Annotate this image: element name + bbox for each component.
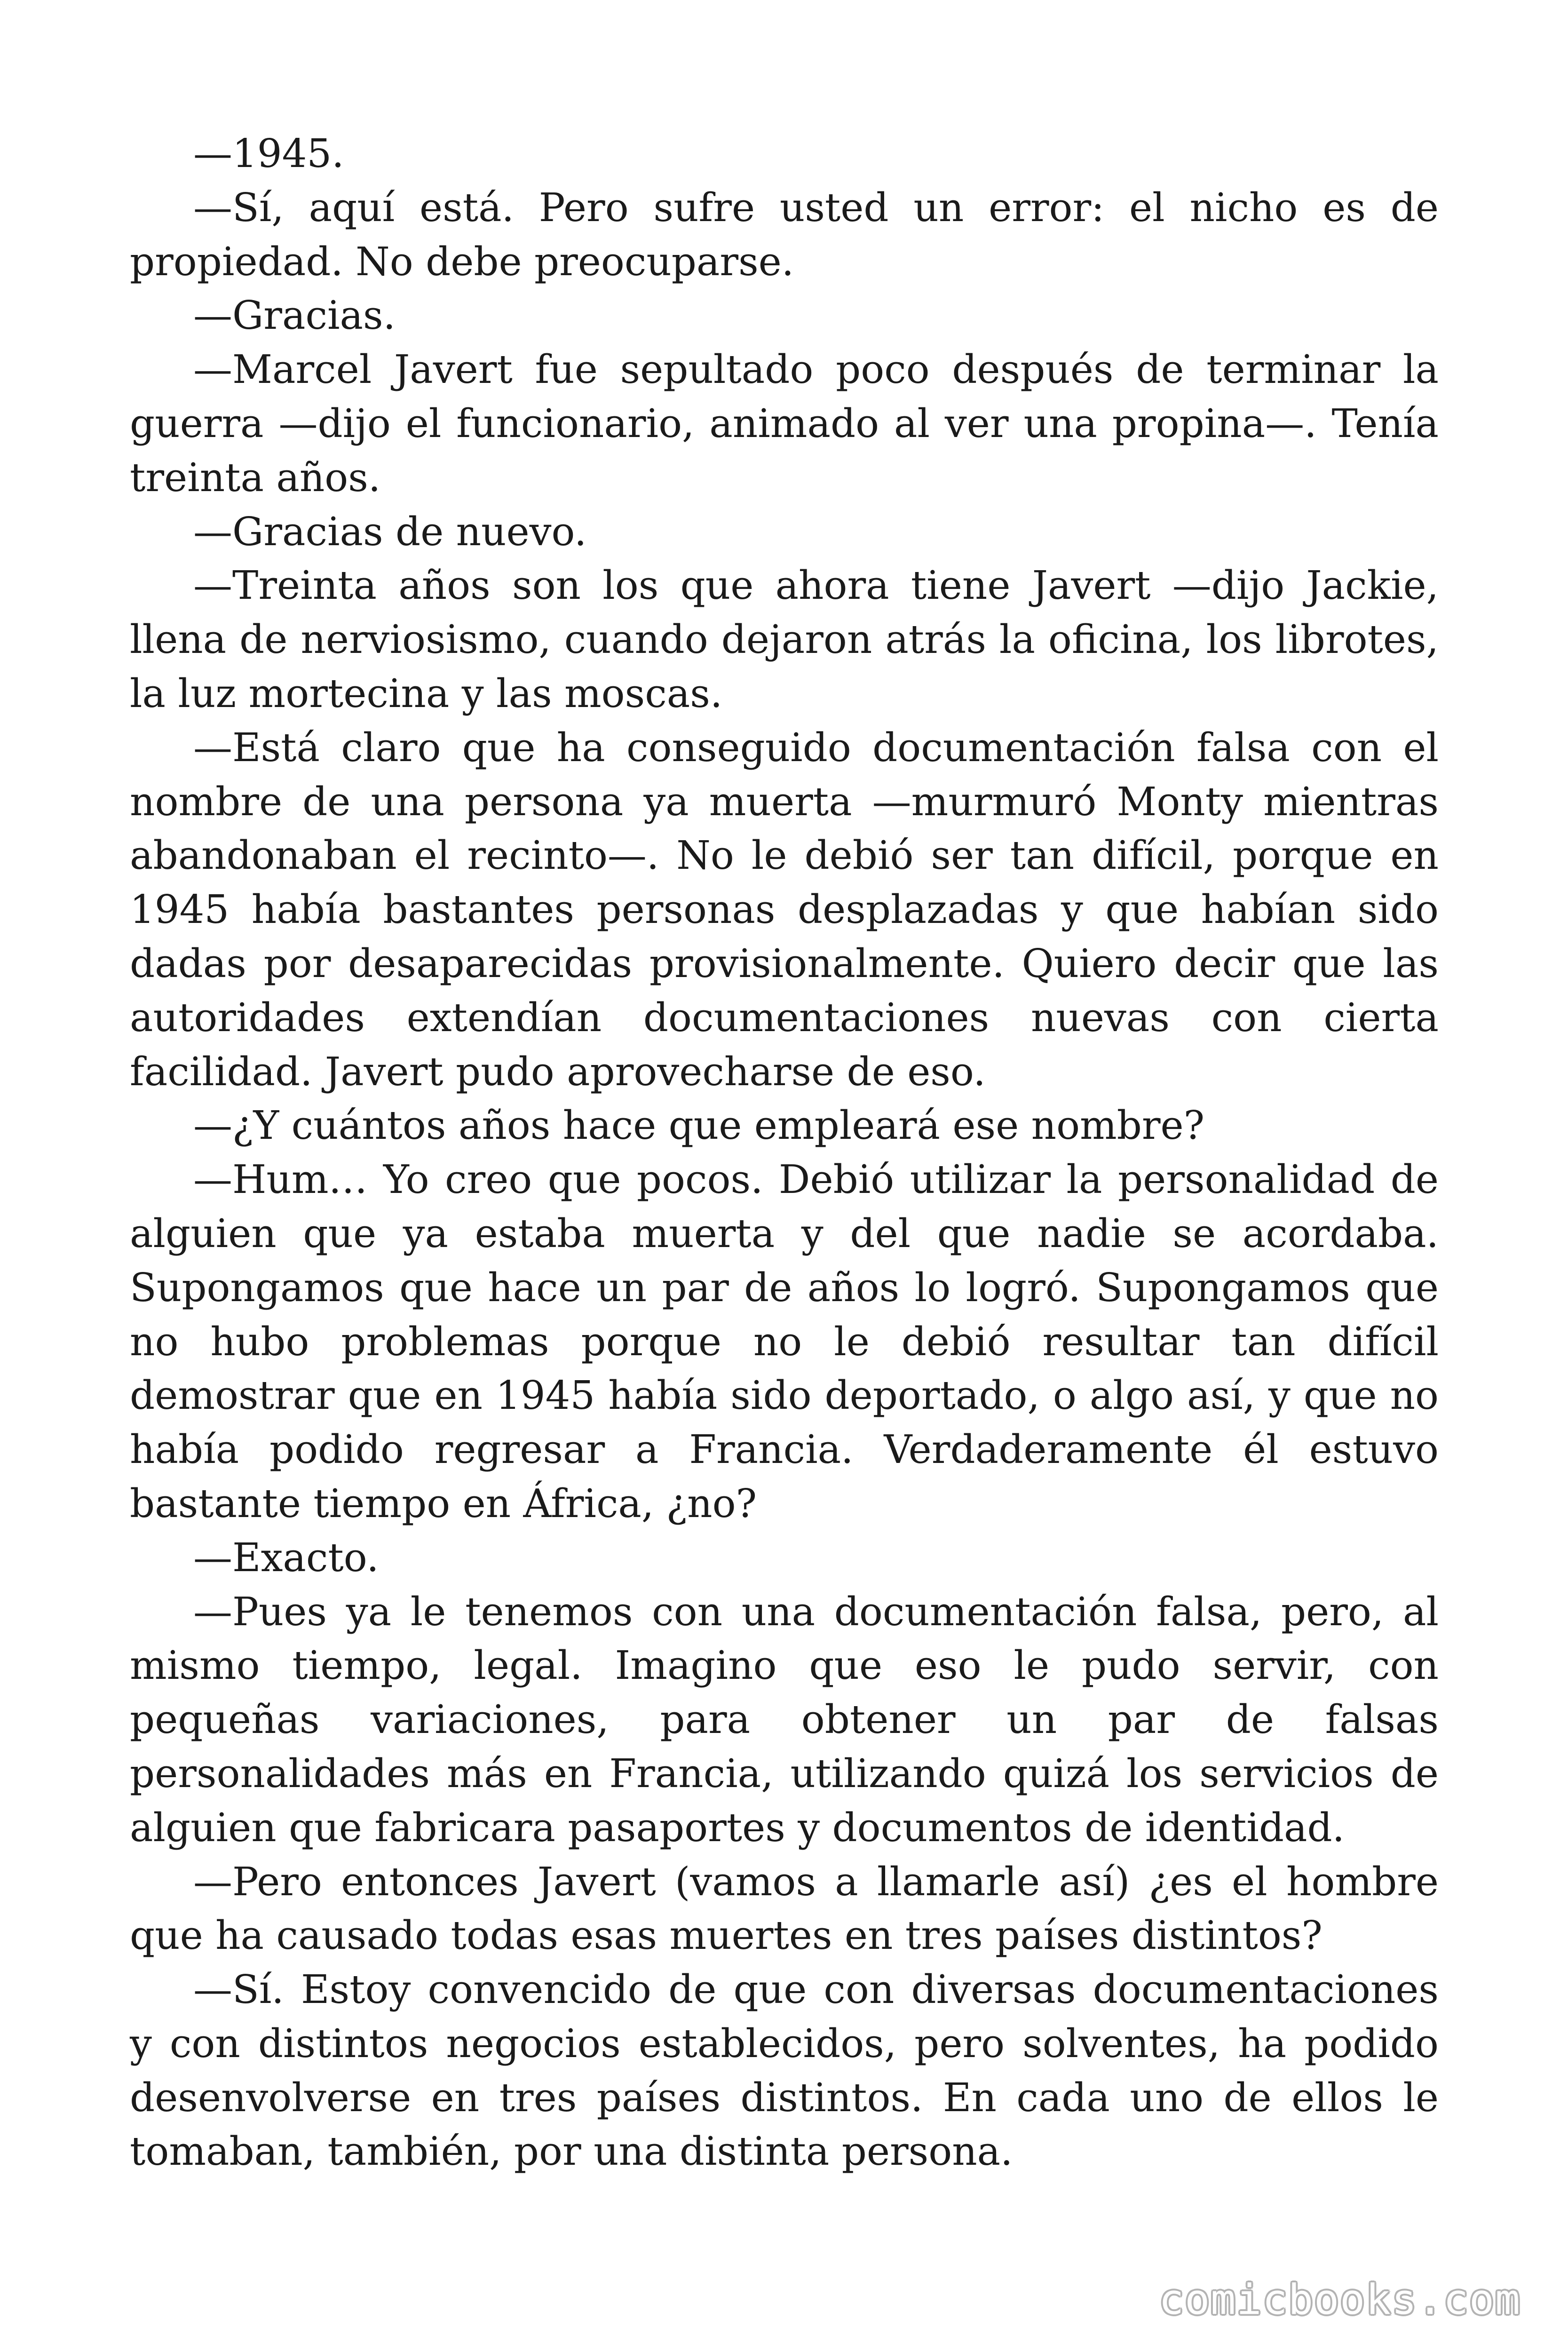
paragraph: —Treinta años son los que ahora tiene Javert —dijo Jackie, llena de nerviosismo, cuando dejaron atrás la oficina, los librotes, la luz mortecina y las moscas. (130, 563, 1439, 716)
paragraph: —Sí, aquí está. Pero sufre usted un error: el nicho es de propiedad. No debe preocuparse. (130, 184, 1439, 285)
paragraph: —1945. (193, 131, 344, 176)
paragraph: —Gracias. (193, 293, 396, 339)
paragraph: —Está claro que ha conseguido documentación falsa con el nombre de una persona ya muerta —murmuró Monty mientras abandonaban el recinto—. No le debió ser tan difícil, porque en 1945 había bastantes personas desplazadas y que habían sido dadas por desaparecidas provisionalmente. Quiero decir que las autoridades extendían documentaciones nuevas con cierta facilidad. Javert pudo aprovecharse de eso. (130, 724, 1439, 1095)
paragraph: —Pues ya le tenemos con una documentación falsa, pero, al mismo tiempo, legal. Imagino que eso le pudo servir, con pequeñas variaciones, para obtener un par de falsas personalidades más en Francia, utilizando quizá los servicios de alguien que fabricara pasaportes y documentos de identidad. (130, 1589, 1439, 1851)
paragraph: —Sí. Estoy convencido de que con diversas documentaciones y con distintos negocios establecidos, pero solventes, ha podido desenvolverse en tres países distintos. En cada uno de ellos le tomaban, también, por una distinta persona. (130, 1967, 1439, 2175)
page-body-text (130, 127, 1439, 2179)
paragraph: —¿Y cuántos años hace que empleará ese nombre? (193, 1103, 1205, 1149)
paragraph: —Gracias de nuevo. (193, 509, 587, 555)
paragraph: —Exacto. (193, 1534, 379, 1581)
watermark: comicbooks.com (1159, 2275, 1521, 2324)
paragraph: —Hum… Yo creo que pocos. Debió utilizar la personalidad de alguien que ya estaba muerta y del que nadie se acordaba. Supongamos que hace un par de años lo logró. Supongamos que no hubo problemas porque no le debió resultar tan difícil demostrar que en 1945 había sido deportado, o algo así, y que no había podido regresar a Francia. Verdaderamente él estuvo bastante tiempo en África, ¿no? (130, 1157, 1439, 1526)
paragraph: —Marcel Javert fue sepultado poco después de terminar la guerra —dijo el funcionario, animado al ver una propina—. Tenía treinta años. (130, 347, 1439, 501)
paragraph: —Pero entonces Javert (vamos a llamarle así) ¿es el hombre que ha causado todas esas muertes en tres países distintos? (130, 1859, 1439, 1959)
